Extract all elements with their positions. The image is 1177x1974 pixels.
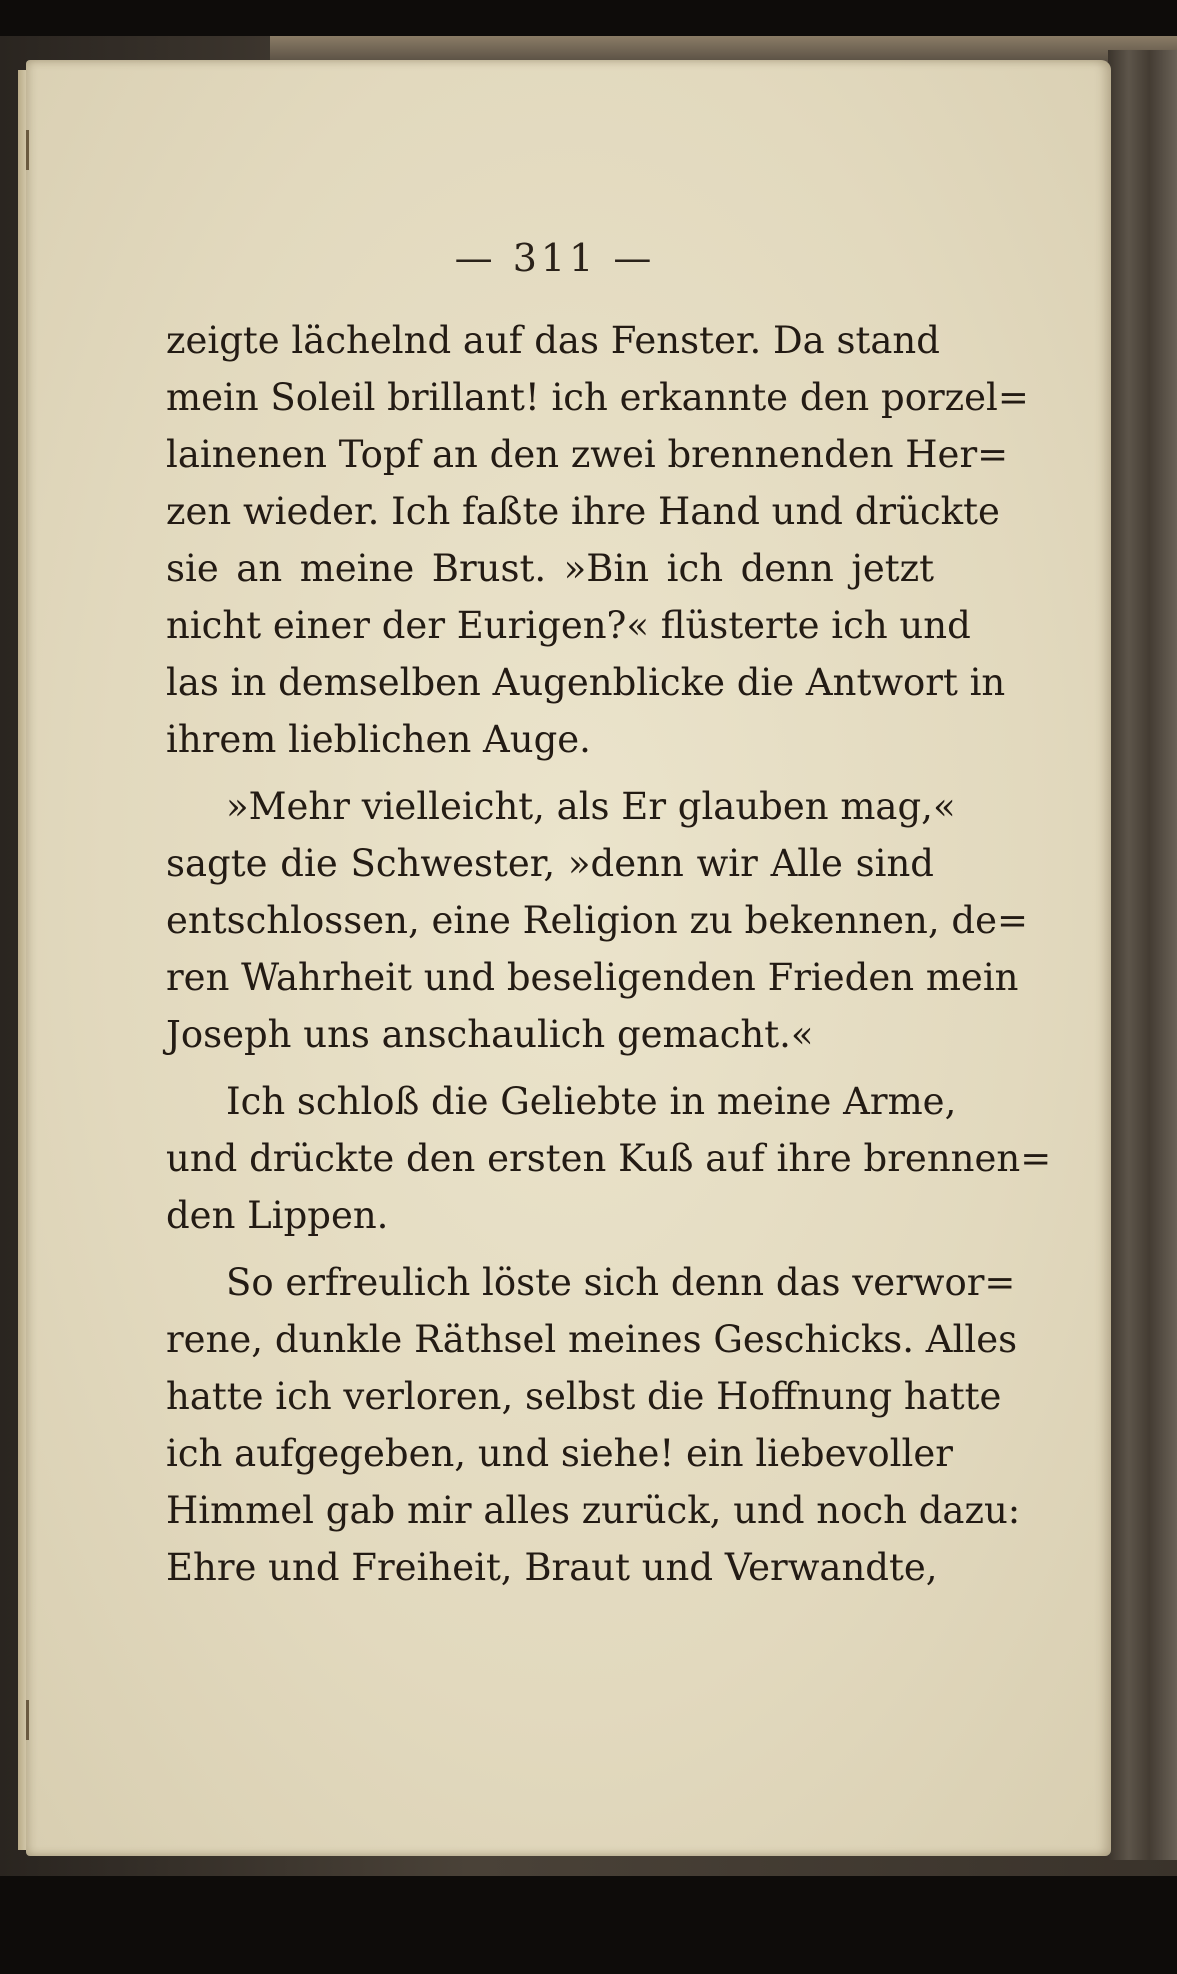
paragraph [166,1073,1052,1244]
text-line: ihrem lieblichen Auge. [166,718,591,761]
paragraph [166,778,1028,1063]
paragraph-gap [166,1244,934,1254]
text-line: las in demselben Augenblicke die Antwort in [166,661,1006,704]
text-line: ich aufgegeben, und siehe! ein liebevoller [166,1432,953,1475]
text-line: rene, dunkle Räthsel meines Geschicks. Alles [166,1318,1018,1361]
text-line: nicht einer der Eurigen?« flüsterte ich und [166,604,971,647]
paragraph [166,312,1029,768]
binding-thread-mark [26,1700,29,1740]
page-body-text [166,312,1052,1596]
book-cover-top-edge [270,36,1177,62]
text-line: zeigte lächelnd auf das Fenster. Da stand [166,319,940,362]
text-line: entschlossen, eine Religion zu bekennen, de= [166,899,1028,942]
text-line: »Mehr vielleicht, als Er glauben mag,« [226,785,956,828]
text-line: den Lippen. [166,1194,389,1237]
text-line: Ich schloß die Geliebte in meine Arme, [226,1080,957,1123]
binding-thread-mark [26,130,29,170]
text-line: mein Soleil brillant! ich erkannte den porzel= [166,376,1029,419]
text-line: hatte ich verloren, selbst die Hoffnung hatte [166,1375,1002,1418]
page-number: — 311 — [454,236,656,280]
paragraph [166,1254,1021,1596]
text-line: So erfreulich löste sich denn das verwor= [226,1261,1016,1304]
text-line: Joseph uns anschaulich gemacht.« [166,1013,814,1056]
text-line: und drückte den ersten Kuß auf ihre brennen= [166,1137,1052,1180]
paragraph-gap [166,1063,934,1073]
book-cover-right-edge [1108,50,1177,1860]
text-line: zen wieder. Ich faßte ihre Hand und drückte [166,490,1000,533]
text-line: Himmel gab mir alles zurück, und noch dazu: [166,1489,1021,1532]
text-line: sagte die Schwester, »denn wir Alle sind [166,842,934,885]
text-line: Ehre und Freiheit, Braut und Verwandte, [166,1546,938,1589]
text-line: ren Wahrheit und beseligenden Frieden mein [166,956,1019,999]
paragraph-gap [166,768,934,778]
text-line: sie an meine Brust. »Bin ich denn jetzt [166,547,934,590]
text-line: lainenen Topf an den zwei brennenden Her= [166,433,1009,476]
